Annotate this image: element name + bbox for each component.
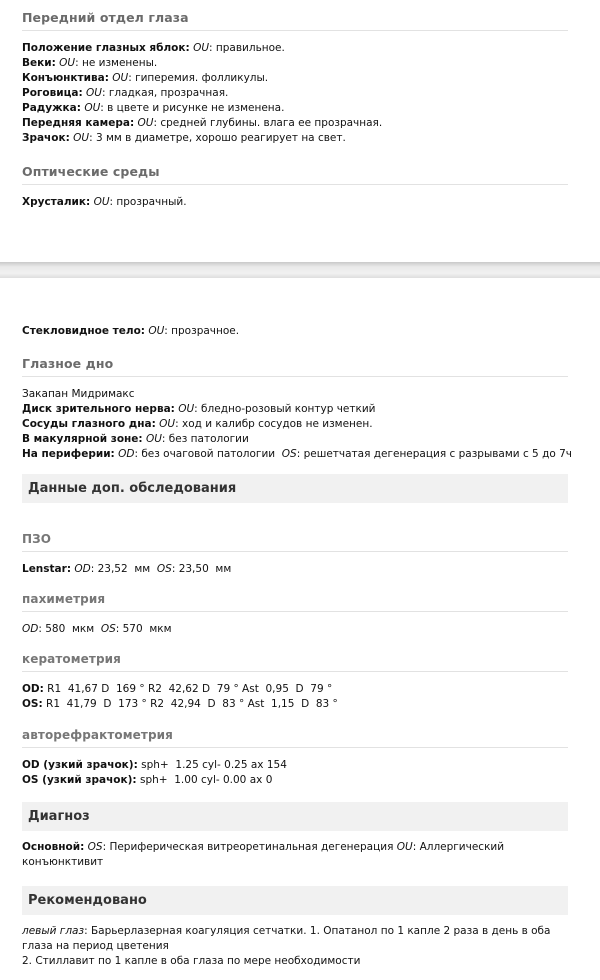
extra-title: Данные доп. обследования (22, 474, 568, 503)
anterior-row (22, 56, 568, 71)
anterior-row (22, 101, 568, 116)
anterior-row-value: : не изменены. (75, 57, 158, 69)
lens-label: Хрусталик: (22, 196, 91, 208)
vessels-value: : ход и калибр сосудов не изменен. (175, 418, 373, 430)
lens-eye: OU (93, 196, 110, 208)
recommend-value-1: : Барьерлазерная коагуляция сетчатки. 1. Опатанол по 1 капле 2 раза в день в оба глаза на период цветения (22, 925, 551, 952)
pzo-os-value: : 23,50 мм (171, 563, 232, 575)
vessels-label: Сосуды глазного дна: (22, 418, 156, 430)
recommend-line-1 (22, 924, 568, 954)
anterior-row (22, 86, 568, 101)
recommend-section (22, 924, 568, 969)
anterior-row (22, 41, 568, 56)
pzo-section (22, 532, 568, 577)
autoref-od-value: sph+ 1.25 cyl- 0.25 ax 154 (137, 759, 287, 771)
recommend-banner (22, 886, 568, 915)
anterior-row-value: : правильное. (209, 42, 285, 54)
macula-label: В макулярной зоне: (22, 433, 143, 445)
autoref-od-row (22, 758, 568, 773)
periphery-row (22, 447, 572, 462)
vitreous-eye: OU (148, 325, 165, 337)
disc-value: : бледно-розовый контур четкий (194, 403, 376, 415)
anterior-row-eye: OU (73, 132, 90, 144)
vitreous-row (22, 324, 568, 339)
anterior-row-label: Зрачок: (22, 132, 70, 144)
autoref-os-row (22, 773, 568, 788)
anterior-row-value: : гиперемия. фолликулы. (128, 72, 269, 84)
periphery-eye-os: OS (281, 448, 297, 460)
periphery-value-os: : решетчатая дегенерация с разрывами с 5 до 7ч (296, 448, 572, 460)
optical-title: Оптические среды (22, 164, 568, 185)
periphery-label: На периферии: (22, 448, 115, 460)
recommend-title: Рекомендовано (22, 886, 568, 915)
diagnosis-title: Диагноз (22, 802, 568, 831)
macula-value: : без патологии (161, 433, 249, 445)
pachy-row (22, 622, 568, 637)
anterior-row (22, 131, 568, 146)
document-page-2 (0, 278, 600, 980)
anterior-row-label: Роговица: (22, 87, 83, 99)
anterior-row (22, 71, 568, 86)
anterior-row-label: Конъюнктива: (22, 72, 109, 84)
pzo-os: OS (156, 563, 172, 575)
periphery-value-od: : без очаговой патологии (134, 448, 282, 460)
lens-value: : прозрачный. (109, 196, 187, 208)
document-page-1 (0, 0, 600, 262)
anterior-row-label: Передняя камера: (22, 117, 135, 129)
pachy-title: пахиметрия (22, 592, 568, 612)
vessels-eye: OU (159, 418, 176, 430)
diagnosis-label: Основной: (22, 841, 85, 853)
pzo-row (22, 562, 568, 577)
fundus-section (22, 356, 572, 462)
page-gap (0, 262, 600, 278)
vitreous-label: Стекловидное тело: (22, 325, 145, 337)
anterior-row-eye: OU (137, 117, 154, 129)
diagnosis-eye-ou: OU (396, 841, 413, 853)
autoref-od-label: OD (узкий зрачок): (22, 759, 138, 771)
anterior-title: Передний отдел глаза (22, 10, 568, 31)
anterior-row-eye: OU (112, 72, 129, 84)
anterior-row-eye: OU (59, 57, 76, 69)
kerato-od-value: R1 41,67 D 169 ° R2 42,62 D 79 ° Ast 0,95 D 79 ° (43, 683, 333, 695)
macula-row (22, 432, 568, 447)
pachy-os-value: : 570 мкм (115, 623, 172, 635)
diagnosis-row (22, 840, 568, 870)
recommend-eye: левый глаз (22, 925, 85, 937)
anterior-row-label: Положение глазных яблок: (22, 42, 190, 54)
anterior-row (22, 116, 568, 131)
anterior-row-value: : гладкая, прозрачная. (101, 87, 229, 99)
lens-row (22, 195, 568, 210)
autoref-os-label: OS (узкий зрачок): (22, 774, 137, 786)
autoref-os-value: sph+ 1.00 cyl- 0.00 ax 0 (136, 774, 273, 786)
kerato-od-row (22, 682, 568, 697)
kerato-title: кератометрия (22, 652, 568, 672)
anterior-row-value: : 3 мм в диаметре, хорошо реагирует на свет. (89, 132, 346, 144)
autoref-title: авторефрактометрия (22, 728, 568, 748)
vessels-row (22, 417, 568, 432)
vitreous-value: : прозрачное. (164, 325, 240, 337)
periphery-eye-od: OD (118, 448, 135, 460)
autoref-section (22, 728, 568, 788)
kerato-os-label: OS: (22, 698, 43, 710)
fundus-title: Глазное дно (22, 356, 568, 377)
disc-label: Диск зрительного нерва: (22, 403, 175, 415)
pzo-title: ПЗО (22, 532, 568, 552)
anterior-row-eye: OU (193, 42, 210, 54)
disc-eye: OU (178, 403, 195, 415)
pzo-od-value: : 23,52 мм (90, 563, 157, 575)
diagnosis-value-os: : Периферическая витреоретинальная дегенерация (102, 841, 397, 853)
fundus-note: Закапан Мидримакс (22, 388, 135, 400)
kerato-od-label: OD: (22, 683, 44, 695)
recommend-line-2: 2. Стиллавит по 1 капле в оба глаза по мере необходимости (22, 955, 361, 967)
kerato-os-row (22, 697, 568, 712)
pachy-od: OD (22, 623, 39, 635)
pachy-os: OS (100, 623, 116, 635)
anterior-row-eye: OU (86, 87, 102, 99)
macula-eye: OU (145, 433, 162, 445)
diagnosis-value-ou: : Аллергический конъюнктивит (22, 841, 505, 868)
pzo-od: OD (74, 563, 91, 575)
pachy-od-value: : 580 мкм (38, 623, 101, 635)
pzo-label: Lenstar: (22, 563, 72, 575)
diagnosis-eye-os: OS (87, 841, 103, 853)
pachy-section (22, 592, 568, 637)
kerato-os-value: R1 41,79 D 173 ° R2 42,94 D 83 ° Ast 1,15 D 83 ° (42, 698, 338, 710)
anterior-row-label: Веки: (22, 57, 56, 69)
anterior-row-value: : средней глубины. влага ее прозрачная. (153, 117, 383, 129)
anterior-row-label: Радужка: (22, 102, 81, 114)
anterior-row-eye: OU (84, 102, 101, 114)
extra-banner (22, 474, 568, 503)
diagnosis-section (22, 840, 568, 870)
kerato-section (22, 652, 568, 712)
diagnosis-banner (22, 802, 568, 831)
anterior-row-value: : в цвете и рисунке не изменена. (100, 102, 285, 114)
disc-row (22, 402, 568, 417)
anterior-rows (22, 41, 568, 146)
anterior-section (22, 10, 568, 210)
